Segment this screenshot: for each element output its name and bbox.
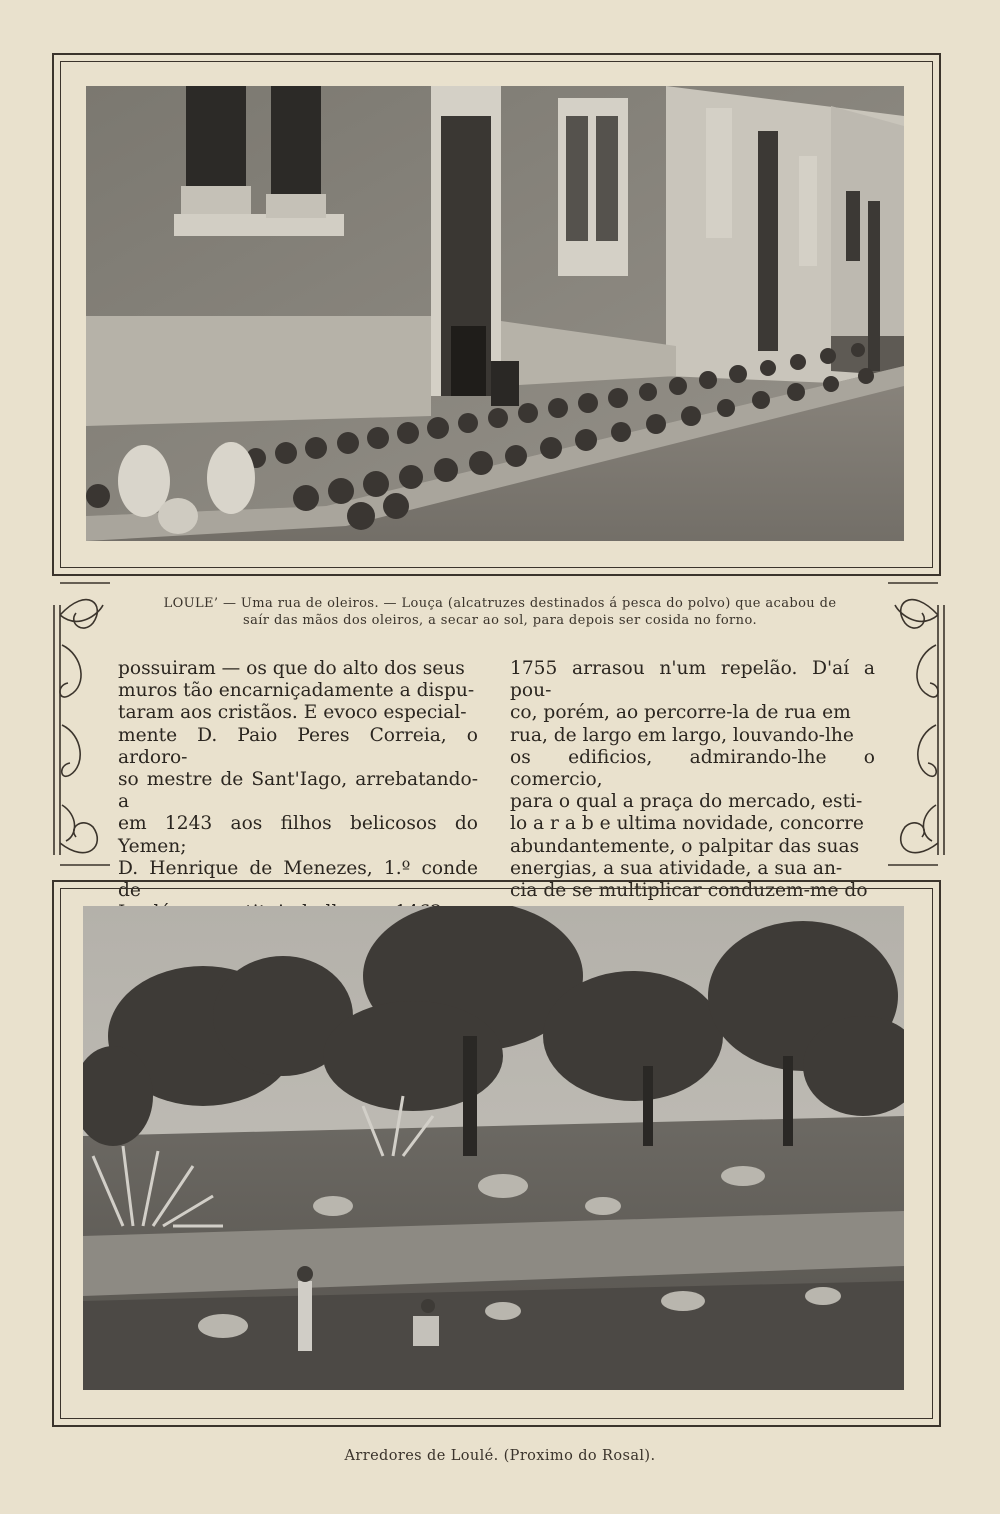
text-line: abundantemente, o palpitar das suas	[510, 835, 860, 857]
text-line: co, porém, ao percorre-la de rua em	[510, 702, 851, 724]
text-line: possuiram — os que do alto dos seus	[118, 658, 465, 679]
text-column-right	[510, 658, 875, 902]
text-line: cia de se multiplicar conduzem-me do	[510, 880, 868, 902]
bottom-photo-caption: Arredores de Loulé. (Proximo do Rosal).	[344, 1448, 656, 1464]
text-line: taram aos cristãos. E evoco especial-	[118, 702, 467, 724]
left-ornament-border	[48, 575, 110, 875]
top-photo-street-of-potters	[86, 86, 904, 541]
right-ornament-border	[888, 575, 950, 875]
landscape-illustration	[83, 906, 904, 1390]
top-caption-line-2: saír das mãos dos oleiros, a secar ao sol, para depois ser cosida no forno.	[243, 613, 757, 628]
text-line: so mestre de Sant'Iago, arrebatando-a	[118, 769, 478, 813]
text-line: em 1243 aos filhos belicosos do Yemen;	[118, 813, 478, 857]
text-line: rua, de largo em largo, louvando-lhe	[510, 724, 854, 746]
street-scene-illustration	[86, 86, 904, 541]
text-line: para o qual a praça do mercado, esti-	[510, 791, 863, 813]
text-line: 1755 arrasou n'um repelão. D'aí a pou-	[510, 658, 875, 702]
text-line: D. Henrique de Menezes, 1.º conde de	[118, 857, 478, 902]
bottom-photo-landscape	[83, 906, 904, 1390]
text-line: mente D. Paio Peres Correia, o ardoro-	[118, 724, 478, 768]
text-line: lo a r a b e ultima novidade, concorre	[510, 813, 864, 835]
text-line: energias, a sua atividade, a sua an-	[510, 857, 843, 879]
top-caption-line-1: LOULE’ — Uma rua de oleiros. — Louça (alcatruzes destinados á pesca do polvo) que acabou de	[163, 596, 837, 611]
text-line: os edificios, admirando-lhe o comercio,	[510, 746, 875, 791]
top-photo-caption	[100, 595, 900, 629]
text-line: muros tão encarniçadamente a dispu-	[118, 680, 475, 702]
